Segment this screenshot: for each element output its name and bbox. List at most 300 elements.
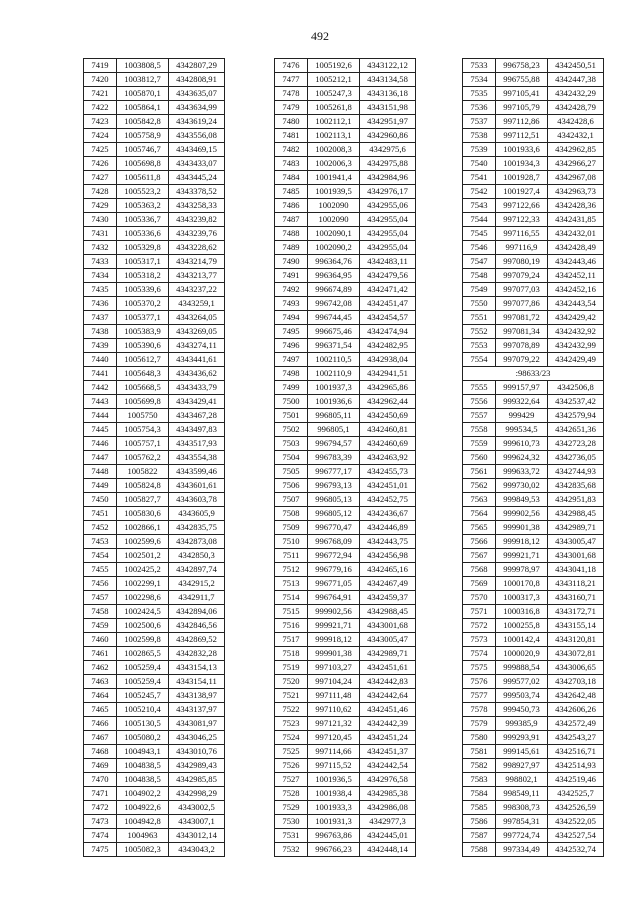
table-row — [275, 507, 416, 521]
x-coordinate-cell: 1002866,1 — [117, 521, 169, 535]
y-coordinate-cell: 4343601,61 — [169, 479, 225, 493]
x-coordinate-cell: 1005317,1 — [117, 255, 169, 269]
x-coordinate-cell: 996771,05 — [308, 577, 360, 591]
table-row — [84, 227, 225, 241]
point-number-cell: 7506 — [275, 479, 308, 493]
table-row — [275, 255, 416, 269]
point-number-cell: 7463 — [84, 675, 117, 689]
y-coordinate-cell: 4342506,8 — [548, 381, 604, 395]
table-row — [463, 465, 604, 479]
table-row — [84, 367, 225, 381]
table-row — [275, 157, 416, 171]
point-number-cell: 7428 — [84, 185, 117, 199]
table-row — [275, 227, 416, 241]
y-coordinate-cell: 4342723,28 — [548, 437, 604, 451]
x-coordinate-cell: 997121,32 — [308, 717, 360, 731]
x-coordinate-cell: 999293,91 — [496, 731, 548, 745]
x-coordinate-cell: 1005830,6 — [117, 507, 169, 521]
x-coordinate-cell: 1001933,3 — [308, 801, 360, 815]
y-coordinate-cell: 4342443,54 — [548, 297, 604, 311]
table-row — [84, 59, 225, 73]
y-coordinate-cell: 4343239,82 — [169, 213, 225, 227]
point-number-cell: 7545 — [463, 227, 496, 241]
x-coordinate-cell: 996764,91 — [308, 591, 360, 605]
x-coordinate-cell: 999157,97 — [496, 381, 548, 395]
y-coordinate-cell: 4342451,47 — [360, 297, 416, 311]
point-number-cell: 7498 — [275, 367, 308, 381]
point-number-cell: 7541 — [463, 171, 496, 185]
point-number-cell: 7429 — [84, 199, 117, 213]
x-coordinate-cell: 1004838,5 — [117, 759, 169, 773]
y-coordinate-cell: 4342429,49 — [548, 353, 604, 367]
table-row — [84, 577, 225, 591]
y-coordinate-cell: 4342516,71 — [548, 745, 604, 759]
y-coordinate-cell: 4342955,04 — [360, 213, 416, 227]
table-row — [463, 675, 604, 689]
point-number-cell: 7426 — [84, 157, 117, 171]
x-coordinate-cell: 996742,08 — [308, 297, 360, 311]
point-number-cell: 7509 — [275, 521, 308, 535]
table-row — [84, 521, 225, 535]
point-number-cell: 7559 — [463, 437, 496, 451]
y-coordinate-cell: 4342807,29 — [169, 59, 225, 73]
coordinates-table-left — [83, 58, 225, 857]
table-row — [463, 703, 604, 717]
x-coordinate-cell: 1005611,8 — [117, 171, 169, 185]
point-number-cell: 7496 — [275, 339, 308, 353]
y-coordinate-cell: 4342835,75 — [169, 521, 225, 535]
table-row — [84, 437, 225, 451]
point-number-cell: 7438 — [84, 325, 117, 339]
point-number-cell: 7446 — [84, 437, 117, 451]
y-coordinate-cell: 4342442,39 — [360, 717, 416, 731]
y-coordinate-cell: 4343259,1 — [169, 297, 225, 311]
table-row — [463, 661, 604, 675]
x-coordinate-cell: 999902,56 — [308, 605, 360, 619]
y-coordinate-cell: 4342474,94 — [360, 325, 416, 339]
point-number-cell: 7519 — [275, 661, 308, 675]
table-row — [463, 59, 604, 73]
table-row — [84, 731, 225, 745]
x-coordinate-cell: 996758,23 — [496, 59, 548, 73]
table-row — [275, 115, 416, 129]
y-coordinate-cell: 4342522,05 — [548, 815, 604, 829]
table-row — [275, 381, 416, 395]
table-row — [84, 143, 225, 157]
x-coordinate-cell: 998927,97 — [496, 759, 548, 773]
x-coordinate-cell: 997077,03 — [496, 283, 548, 297]
table-row — [463, 311, 604, 325]
table-row — [84, 633, 225, 647]
x-coordinate-cell: 1004838,5 — [117, 773, 169, 787]
y-coordinate-cell: 4342451,61 — [360, 661, 416, 675]
table-row — [463, 535, 604, 549]
table-row — [84, 689, 225, 703]
x-coordinate-cell: 997081,34 — [496, 325, 548, 339]
point-number-cell: 7553 — [463, 339, 496, 353]
y-coordinate-cell: 4342459,37 — [360, 591, 416, 605]
point-number-cell: 7492 — [275, 283, 308, 297]
x-coordinate-cell: 996364,76 — [308, 255, 360, 269]
x-coordinate-cell: 1001928,7 — [496, 171, 548, 185]
table-row — [275, 437, 416, 451]
point-number-cell: 7487 — [275, 213, 308, 227]
x-coordinate-cell: 1005210,4 — [117, 703, 169, 717]
table-row — [84, 325, 225, 339]
y-coordinate-cell: 4342703,18 — [548, 675, 604, 689]
y-coordinate-cell: 4342606,26 — [548, 703, 604, 717]
y-coordinate-cell: 4342465,16 — [360, 563, 416, 577]
table-row — [463, 269, 604, 283]
table-row — [275, 745, 416, 759]
table-row — [275, 171, 416, 185]
x-coordinate-cell: 1005762,2 — [117, 451, 169, 465]
point-number-cell: 7462 — [84, 661, 117, 675]
x-coordinate-cell: 998802,1 — [496, 773, 548, 787]
point-number-cell: 7567 — [463, 549, 496, 563]
y-coordinate-cell: 4342989,43 — [169, 759, 225, 773]
table-row — [275, 87, 416, 101]
y-coordinate-cell: 4343046,25 — [169, 731, 225, 745]
x-coordinate-cell: 999901,38 — [308, 647, 360, 661]
table-row — [275, 829, 416, 843]
table-row — [275, 395, 416, 409]
y-coordinate-cell: 4343160,71 — [548, 591, 604, 605]
y-coordinate-cell: 4342527,54 — [548, 829, 604, 843]
x-coordinate-cell: 999503,74 — [496, 689, 548, 703]
y-coordinate-cell: 4343154,13 — [169, 661, 225, 675]
table-row — [463, 73, 604, 87]
point-number-cell: 7515 — [275, 605, 308, 619]
point-number-cell: 7449 — [84, 479, 117, 493]
point-number-cell: 7457 — [84, 591, 117, 605]
point-number-cell: 7580 — [463, 731, 496, 745]
y-coordinate-cell: 4342938,04 — [360, 353, 416, 367]
y-coordinate-cell: 4342963,73 — [548, 185, 604, 199]
point-number-cell: 7439 — [84, 339, 117, 353]
table-row — [84, 339, 225, 353]
x-coordinate-cell: 1002501,2 — [117, 549, 169, 563]
point-number-cell: 7469 — [84, 759, 117, 773]
point-number-cell: 7423 — [84, 115, 117, 129]
table-row — [463, 843, 604, 857]
y-coordinate-cell: 4343467,28 — [169, 409, 225, 423]
point-number-cell: 7528 — [275, 787, 308, 801]
y-coordinate-cell: 4343228,62 — [169, 241, 225, 255]
table-row — [84, 647, 225, 661]
y-coordinate-cell: 4342452,75 — [360, 493, 416, 507]
y-coordinate-cell: 4342482,95 — [360, 339, 416, 353]
y-coordinate-cell: 4342451,46 — [360, 703, 416, 717]
x-coordinate-cell: 1005339,6 — [117, 283, 169, 297]
y-coordinate-cell: 4342989,71 — [360, 647, 416, 661]
y-coordinate-cell: 4343134,58 — [360, 73, 416, 87]
y-coordinate-cell: 4342429,42 — [548, 311, 604, 325]
x-coordinate-cell: 1005757,1 — [117, 437, 169, 451]
x-coordinate-cell: 1000316,8 — [496, 605, 548, 619]
table-row — [275, 465, 416, 479]
point-number-cell: 7445 — [84, 423, 117, 437]
table-row — [463, 129, 604, 143]
x-coordinate-cell: 1005259,4 — [117, 661, 169, 675]
x-coordinate-cell: 996675,46 — [308, 325, 360, 339]
y-coordinate-cell: 4343554,38 — [169, 451, 225, 465]
point-number-cell: 7473 — [84, 815, 117, 829]
point-number-cell: 7437 — [84, 311, 117, 325]
table-row — [84, 157, 225, 171]
x-coordinate-cell: 997077,86 — [496, 297, 548, 311]
y-coordinate-cell: 4342519,46 — [548, 773, 604, 787]
y-coordinate-cell: 4343072,81 — [548, 647, 604, 661]
table-row — [275, 675, 416, 689]
table-row — [84, 213, 225, 227]
x-coordinate-cell: 1000255,8 — [496, 619, 548, 633]
y-coordinate-cell: 4342450,51 — [548, 59, 604, 73]
point-number-cell: 7447 — [84, 451, 117, 465]
point-number-cell: 7477 — [275, 73, 308, 87]
y-coordinate-cell: 4342442,64 — [360, 689, 416, 703]
table-row — [463, 381, 604, 395]
y-coordinate-cell: 4342432,92 — [548, 325, 604, 339]
point-number-cell: 7441 — [84, 367, 117, 381]
x-coordinate-cell: 997081,72 — [496, 311, 548, 325]
y-coordinate-cell: 4343603,78 — [169, 493, 225, 507]
table-row — [84, 283, 225, 297]
x-coordinate-cell: 999888,54 — [496, 661, 548, 675]
y-coordinate-cell: 4342436,67 — [360, 507, 416, 521]
point-number-cell: 7532 — [275, 843, 308, 857]
point-number-cell: 7539 — [463, 143, 496, 157]
y-coordinate-cell: 4342448,14 — [360, 843, 416, 857]
table-row — [84, 619, 225, 633]
x-coordinate-cell: 997111,48 — [308, 689, 360, 703]
x-coordinate-cell: 997103,27 — [308, 661, 360, 675]
point-number-cell: 7518 — [275, 647, 308, 661]
x-coordinate-cell: 997854,31 — [496, 815, 548, 829]
x-coordinate-cell: 997105,41 — [496, 87, 548, 101]
y-coordinate-cell: 4342911,7 — [169, 591, 225, 605]
y-coordinate-cell: 4343599,46 — [169, 465, 225, 479]
point-number-cell: 7546 — [463, 241, 496, 255]
x-coordinate-cell: 999322,64 — [496, 395, 548, 409]
point-number-cell: 7454 — [84, 549, 117, 563]
point-number-cell: 7494 — [275, 311, 308, 325]
table-row — [463, 591, 604, 605]
point-number-cell: 7430 — [84, 213, 117, 227]
point-number-cell: 7582 — [463, 759, 496, 773]
x-coordinate-cell: 996777,17 — [308, 465, 360, 479]
y-coordinate-cell: 4343118,21 — [548, 577, 604, 591]
point-number-cell: 7520 — [275, 675, 308, 689]
table-row — [275, 213, 416, 227]
point-number-cell: 7547 — [463, 255, 496, 269]
y-coordinate-cell: 4343619,24 — [169, 115, 225, 129]
table-row — [463, 87, 604, 101]
x-coordinate-cell: 999534,5 — [496, 423, 548, 437]
point-number-cell: 7497 — [275, 353, 308, 367]
y-coordinate-cell: 4343138,97 — [169, 689, 225, 703]
point-number-cell: 7530 — [275, 815, 308, 829]
y-coordinate-cell: 4342443,75 — [360, 535, 416, 549]
point-number-cell: 7513 — [275, 577, 308, 591]
point-number-cell: 7538 — [463, 129, 496, 143]
x-coordinate-cell: 996793,13 — [308, 479, 360, 493]
x-coordinate-cell: 1002006,3 — [308, 157, 360, 171]
y-coordinate-cell: 4342442,54 — [360, 759, 416, 773]
x-coordinate-cell: 1002112,1 — [308, 115, 360, 129]
point-number-cell: 7533 — [463, 59, 496, 73]
table-row — [84, 101, 225, 115]
y-coordinate-cell: 4342975,6 — [360, 143, 416, 157]
y-coordinate-cell: 4342967,08 — [548, 171, 604, 185]
y-coordinate-cell: 4342736,05 — [548, 451, 604, 465]
x-coordinate-cell: 996783,39 — [308, 451, 360, 465]
y-coordinate-cell: 4342998,29 — [169, 787, 225, 801]
table-row — [275, 577, 416, 591]
point-number-cell: 7583 — [463, 773, 496, 787]
point-number-cell: 7529 — [275, 801, 308, 815]
y-coordinate-cell: 4343258,33 — [169, 199, 225, 213]
x-coordinate-cell: 1004922,6 — [117, 801, 169, 815]
point-number-cell: 7507 — [275, 493, 308, 507]
table-row — [84, 563, 225, 577]
x-coordinate-cell: 1001938,4 — [308, 787, 360, 801]
point-number-cell: 7432 — [84, 241, 117, 255]
table-row — [463, 437, 604, 451]
y-coordinate-cell: 4343264,05 — [169, 311, 225, 325]
table-row — [84, 353, 225, 367]
y-coordinate-cell: 4342955,04 — [360, 227, 416, 241]
table-row — [463, 353, 604, 367]
table-row — [84, 297, 225, 311]
point-number-cell: 7461 — [84, 647, 117, 661]
point-number-cell: 7472 — [84, 801, 117, 815]
x-coordinate-cell: 999429 — [496, 409, 548, 423]
x-coordinate-cell: 997120,45 — [308, 731, 360, 745]
x-coordinate-cell: 997079,22 — [496, 353, 548, 367]
y-coordinate-cell: 4342431,85 — [548, 213, 604, 227]
x-coordinate-cell: 1005363,2 — [117, 199, 169, 213]
table-row — [463, 395, 604, 409]
y-coordinate-cell: 4342988,45 — [360, 605, 416, 619]
table-row — [84, 129, 225, 143]
y-coordinate-cell: 4342432,1 — [548, 129, 604, 143]
y-coordinate-cell: 4342460,81 — [360, 423, 416, 437]
table-row — [84, 381, 225, 395]
point-number-cell: 7576 — [463, 675, 496, 689]
x-coordinate-cell: 1002299,1 — [117, 577, 169, 591]
y-coordinate-cell: 4342579,94 — [548, 409, 604, 423]
table-row — [275, 101, 416, 115]
x-coordinate-cell: 1005259,4 — [117, 675, 169, 689]
table-row — [275, 479, 416, 493]
y-coordinate-cell: 4343002,5 — [169, 801, 225, 815]
x-coordinate-cell: 997122,33 — [496, 213, 548, 227]
x-coordinate-cell: 996755,88 — [496, 73, 548, 87]
x-coordinate-cell: 999577,02 — [496, 675, 548, 689]
point-number-cell: 7536 — [463, 101, 496, 115]
point-number-cell: 7581 — [463, 745, 496, 759]
point-number-cell: 7514 — [275, 591, 308, 605]
table-row — [275, 787, 416, 801]
point-number-cell: 7516 — [275, 619, 308, 633]
y-coordinate-cell: 4342965,86 — [360, 381, 416, 395]
point-number-cell: 7483 — [275, 157, 308, 171]
x-coordinate-cell: 996766,23 — [308, 843, 360, 857]
coordinates-table-middle — [274, 58, 416, 857]
table-row — [463, 577, 604, 591]
y-coordinate-cell: 4342537,42 — [548, 395, 604, 409]
y-coordinate-cell: 4343517,93 — [169, 437, 225, 451]
y-coordinate-cell: 4343378,52 — [169, 185, 225, 199]
y-coordinate-cell: 4342532,74 — [548, 843, 604, 857]
point-number-cell: 7421 — [84, 87, 117, 101]
table-row — [275, 689, 416, 703]
point-number-cell: 7444 — [84, 409, 117, 423]
point-number-cell: 7470 — [84, 773, 117, 787]
y-coordinate-cell: 4342432,99 — [548, 339, 604, 353]
table-row — [463, 297, 604, 311]
table-row — [275, 703, 416, 717]
x-coordinate-cell: 996805,13 — [308, 493, 360, 507]
y-coordinate-cell: 4342744,93 — [548, 465, 604, 479]
point-number-cell: 7579 — [463, 717, 496, 731]
table-row — [463, 815, 604, 829]
table-row — [84, 451, 225, 465]
table-row — [84, 535, 225, 549]
table-row — [84, 703, 225, 717]
y-coordinate-cell: 4342454,57 — [360, 311, 416, 325]
x-coordinate-cell: 997112,86 — [496, 115, 548, 129]
table-row — [275, 731, 416, 745]
section-label: :98633/23 — [463, 367, 604, 381]
point-number-cell: 7510 — [275, 535, 308, 549]
y-coordinate-cell: 4343429,41 — [169, 395, 225, 409]
point-number-cell: 7489 — [275, 241, 308, 255]
table-row — [275, 353, 416, 367]
point-number-cell: 7502 — [275, 423, 308, 437]
point-number-cell: 7548 — [463, 269, 496, 283]
point-number-cell: 7517 — [275, 633, 308, 647]
point-number-cell: 7503 — [275, 437, 308, 451]
table-row — [84, 255, 225, 269]
y-coordinate-cell: 4342808,91 — [169, 73, 225, 87]
point-number-cell: 7482 — [275, 143, 308, 157]
x-coordinate-cell: 1003812,7 — [117, 73, 169, 87]
x-coordinate-cell: 1002008,3 — [308, 143, 360, 157]
point-number-cell: 7501 — [275, 409, 308, 423]
y-coordinate-cell: 4342428,6 — [548, 115, 604, 129]
y-coordinate-cell: 4342962,85 — [548, 143, 604, 157]
x-coordinate-cell: 1001936,5 — [308, 773, 360, 787]
point-number-cell: 7466 — [84, 717, 117, 731]
y-coordinate-cell: 4342988,45 — [548, 507, 604, 521]
table-row — [84, 829, 225, 843]
table-row — [84, 185, 225, 199]
x-coordinate-cell: 999633,72 — [496, 465, 548, 479]
table-row — [463, 773, 604, 787]
table-row — [84, 115, 225, 129]
y-coordinate-cell: 4343274,11 — [169, 339, 225, 353]
table-row — [463, 227, 604, 241]
table-row — [275, 129, 416, 143]
point-number-cell: 7552 — [463, 325, 496, 339]
x-coordinate-cell: 997334,49 — [496, 843, 548, 857]
table-row — [463, 759, 604, 773]
y-coordinate-cell: 4342976,17 — [360, 185, 416, 199]
table-row — [84, 409, 225, 423]
point-number-cell: 7481 — [275, 129, 308, 143]
